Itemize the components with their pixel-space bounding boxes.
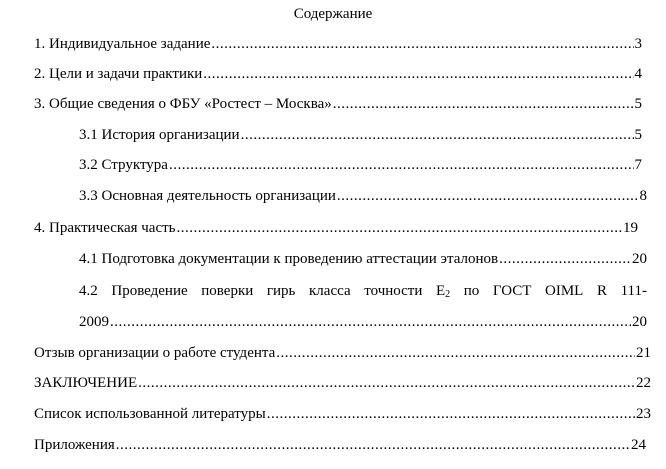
toc-entry-label-continued: 2009 — [79, 314, 109, 330]
toc-leader-dots — [241, 124, 634, 146]
toc-entry-label: 1. Индивидуальное задание — [34, 36, 211, 52]
toc-entry-page: 5 — [634, 127, 642, 143]
toc-entry-page: 4 — [634, 66, 642, 82]
toc-word: OIML — [545, 283, 584, 299]
toc-entry-label: 4.1 Подготовка документации к проведению аттестации эталонов — [79, 251, 499, 267]
toc-leader-dots — [169, 154, 634, 176]
toc-entry — [34, 33, 642, 55]
toc-entry-label: 3.2 Структура — [79, 157, 168, 173]
toc-entry-page: 8 — [639, 188, 647, 204]
toc-word: 111- — [620, 283, 647, 299]
toc-word: точности — [364, 283, 423, 299]
toc-entry — [79, 124, 642, 146]
toc-entry-label: 2. Цели и задачи практики — [34, 66, 203, 82]
toc-word: гирь — [266, 283, 296, 299]
toc-leader-dots — [110, 311, 631, 333]
toc-word: по — [463, 283, 480, 299]
toc-entry-label: 3.3 Основная деятельность организации — [79, 188, 336, 204]
toc-leader-dots — [177, 217, 622, 239]
toc-entry — [34, 93, 642, 115]
toc-entry — [79, 311, 647, 333]
toc-entry — [34, 434, 646, 456]
toc-entry-page: 23 — [636, 406, 651, 422]
toc-entry-page: 20 — [632, 251, 647, 267]
toc-entry — [79, 154, 642, 176]
toc-entry-first-line — [79, 280, 647, 302]
toc-word: E — [435, 283, 446, 299]
toc-entry — [79, 185, 647, 207]
toc-word: класса — [309, 283, 351, 299]
toc-leader-dots — [138, 372, 635, 394]
toc-entry — [34, 403, 651, 425]
toc-entry-label: 3.1 История организации — [79, 127, 240, 143]
toc-entry-label: Приложения — [34, 437, 115, 453]
toc-word: R — [596, 283, 607, 299]
toc-word: поверки — [201, 283, 254, 299]
toc-entry-page: 5 — [634, 96, 642, 112]
toc-entry-page: 19 — [623, 220, 638, 236]
toc-leader-dots — [337, 185, 639, 207]
page-title: Содержание — [293, 6, 373, 22]
toc-entry — [34, 372, 651, 394]
toc-entry-page: 21 — [636, 345, 651, 361]
toc-entry-label: ЗАКЛЮЧЕНИЕ — [34, 375, 138, 391]
toc-entry-label: Список использованной литературы — [34, 406, 266, 422]
toc-entry-page: 24 — [631, 437, 646, 453]
toc-entry — [34, 342, 651, 364]
toc-entry-page: 7 — [634, 157, 642, 173]
toc-leader-dots — [276, 342, 635, 364]
toc-leader-dots — [267, 403, 635, 425]
toc-entry-label: 4. Практическая часть — [34, 220, 176, 236]
toc-word: ГОСТ — [492, 283, 532, 299]
toc-leader-dots — [333, 93, 634, 115]
toc-entry-label: 3. Общие сведения о ФБУ «Ростест – Москва» — [34, 96, 332, 112]
toc-word: 4.2 — [79, 283, 98, 299]
toc-entry-page: 20 — [632, 314, 647, 330]
toc-leader-dots — [499, 248, 631, 270]
toc-leader-dots — [203, 63, 633, 85]
toc-entry-page: 3 — [634, 36, 642, 52]
toc-word: Проведение — [111, 283, 188, 299]
toc-entry — [34, 63, 642, 85]
toc-entry-label: Отзыв организации о работе студента — [34, 345, 276, 361]
toc-entry — [34, 217, 638, 239]
toc-word-e2 — [436, 280, 450, 302]
toc-entry-page: 22 — [636, 375, 651, 391]
toc-leader-dots — [116, 434, 630, 456]
toc-subscript: 2 — [445, 289, 451, 300]
toc-leader-dots — [211, 33, 633, 55]
toc-entry — [79, 248, 647, 270]
